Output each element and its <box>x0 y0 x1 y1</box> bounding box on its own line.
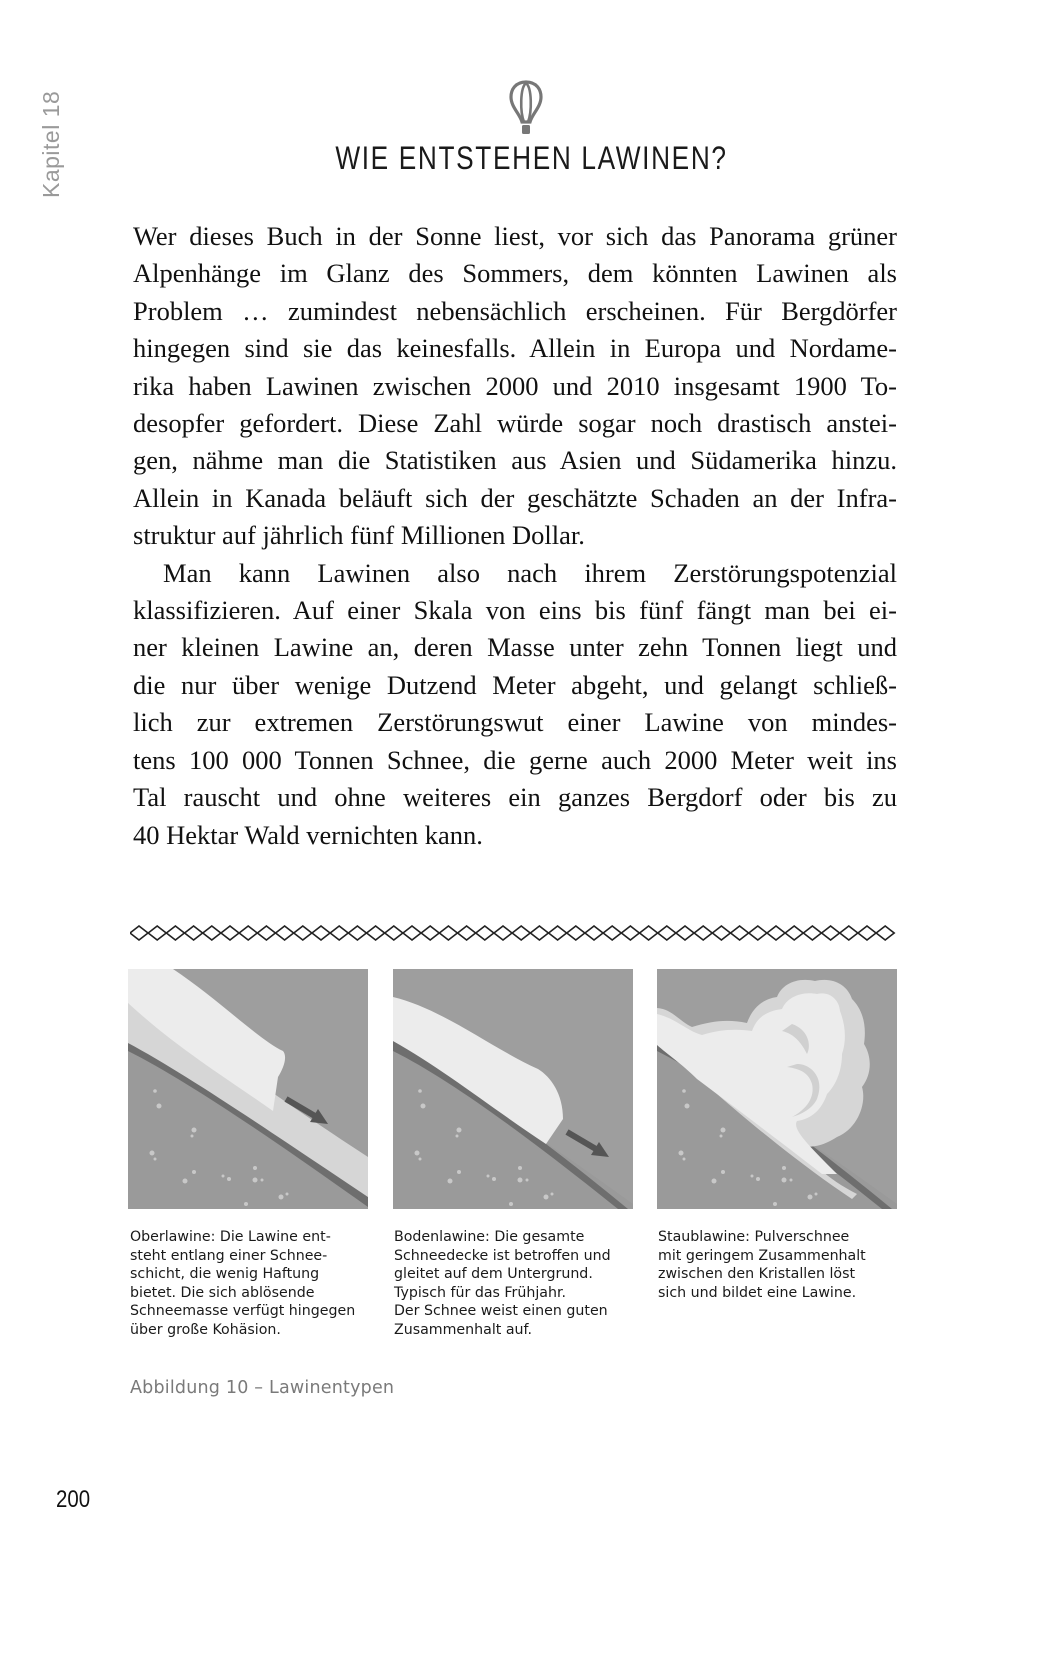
text-line: desopfer gefordert. Diese Zahl würde sogar noch drastisch anstei- <box>133 408 897 439</box>
diamond-ornament <box>876 926 894 940</box>
caption-line: zwischen den Kristallen löst <box>658 1266 856 1283</box>
caption-line: schicht, die wenig Haftung <box>130 1266 320 1283</box>
caption-line: Staublawine: Pulverschnee <box>658 1229 850 1245</box>
diamond-ornament <box>421 926 439 940</box>
diamond-ornament <box>712 926 730 940</box>
paragraph-2 <box>133 555 897 854</box>
diamond-ornament <box>185 926 203 940</box>
diamond-ornament <box>658 926 676 940</box>
text-line: hingegen sind sie das keinesfalls. Allein in Europa und Nordame- <box>133 333 897 364</box>
caption-line: Schneedecke ist betroffen und <box>394 1247 611 1264</box>
diamond-ornament <box>294 926 312 940</box>
caption-line: steht entlang einer Schnee- <box>130 1247 328 1264</box>
text-line: Problem … zumindest nebensächlich erscheinen. Für Bergdörfer <box>133 295 897 326</box>
diamond-ornament <box>858 926 876 940</box>
text-line: struktur auf jährlich fünf Millionen Dollar. <box>133 520 585 551</box>
text-line: gen, nähme man die Statistiken aus Asien und Südamerika hinzu. <box>133 445 897 476</box>
diamond-ornament <box>840 926 858 940</box>
text-line: 40 Hektar Wald vernichten kann. <box>133 819 483 850</box>
diamond-ornament <box>621 926 639 940</box>
diamond-ornament <box>203 926 221 940</box>
diamond-ornament <box>694 926 712 940</box>
diamond-ornament <box>676 926 694 940</box>
caption-line: mit geringem Zusammenhalt <box>658 1247 866 1264</box>
diamond-ornament <box>512 926 530 940</box>
diamond-ornament <box>367 926 385 940</box>
text-line: ner kleinen Lawine an, deren Masse unter zehn Tonnen liegt und <box>133 632 897 663</box>
caption-line: Schneemasse verfügt hingegen <box>130 1303 356 1320</box>
body-text <box>133 218 897 854</box>
caption-line: Typisch für das Frühjahr. <box>394 1284 567 1301</box>
diamond-ornament <box>494 926 512 940</box>
figure-title: Abbildung 10 – Lawinentypen <box>130 1378 395 1398</box>
caption-line: gleitet auf dem Untergrund. <box>394 1266 593 1283</box>
diamond-ornament <box>567 926 585 940</box>
diamond-ornament <box>785 926 803 940</box>
diamond-ornament <box>530 926 548 940</box>
diamond-ornament <box>585 926 603 940</box>
diamond-ornament <box>767 926 785 940</box>
figure-oberlawine <box>128 969 368 1209</box>
caption-line: Bodenlawine: Die gesamte <box>394 1229 585 1245</box>
caption-line: sich und bildet eine Lawine. <box>658 1284 857 1301</box>
diamond-ornament <box>312 926 330 940</box>
page-title: WIE ENTSTEHEN LAWINEN? <box>335 140 728 176</box>
diamond-ornament <box>439 926 457 940</box>
diamond-ornament <box>403 926 421 940</box>
chapter-label: Kapitel 18 <box>38 90 64 198</box>
text-line: Wer dieses Buch in der Sonne liest, vor sich das Panorama grüner <box>133 221 897 251</box>
text-line: klassifizieren. Auf einer Skala von eins bis fünf fängt man bei ei- <box>133 595 897 626</box>
diamond-ornament <box>257 926 275 940</box>
figure-caption-staublawine <box>658 1228 918 1302</box>
diamond-ornament <box>749 926 767 940</box>
caption-line: Der Schnee weist einen guten <box>394 1303 608 1320</box>
diamond-ornament <box>148 926 166 940</box>
text-line: Allein in Kanada beläuft sich der geschätzte Schaden an der Infra- <box>133 482 897 513</box>
text-line: Man kann Lawinen also nach ihrem Zerstörungspotenzial <box>163 557 897 588</box>
diamond-ornament <box>385 926 403 940</box>
paragraph-1 <box>133 218 897 555</box>
hot-air-balloon-icon <box>509 80 543 136</box>
diamond-ornament <box>549 926 567 940</box>
diamond-ornament <box>239 926 257 940</box>
diamond-ornament <box>130 926 148 940</box>
diamond-ornament <box>166 926 184 940</box>
figure-caption-bodenlawine <box>394 1228 654 1340</box>
text-line: die nur über wenige Dutzend Meter abgeht, und gelangt schließ- <box>133 669 897 700</box>
caption-line: über große Kohäsion. <box>130 1321 281 1338</box>
caption-line: Zusammenhalt auf. <box>394 1321 533 1338</box>
diamond-ornament <box>803 926 821 940</box>
figure-staublawine <box>657 969 897 1209</box>
text-line: Alpenhänge im Glanz des Sommers, dem könnten Lawinen als <box>133 258 897 289</box>
diamond-ornament <box>476 926 494 940</box>
diamond-ornament <box>348 926 366 940</box>
diamond-ornament <box>731 926 749 940</box>
diamond-ornament <box>603 926 621 940</box>
caption-line: bietet. Die sich ablösende <box>130 1284 315 1301</box>
diamond-ornament <box>458 926 476 940</box>
text-line: lich zur extremen Zerstörungswut einer Lawine von mindes- <box>133 707 897 738</box>
text-line: rika haben Lawinen zwischen 2000 und 2010 insgesamt 1900 To- <box>133 370 897 401</box>
diamond-divider <box>130 925 900 941</box>
text-line: tens 100 000 Tonnen Schnee, die gerne auch 2000 Meter weit ins <box>133 744 897 775</box>
diamond-ornament <box>330 926 348 940</box>
diamond-ornament <box>640 926 658 940</box>
figure-caption-oberlawine <box>130 1228 390 1340</box>
diamond-ornament <box>822 926 840 940</box>
figure-bodenlawine <box>393 969 633 1209</box>
diamond-ornament <box>276 926 294 940</box>
diamond-ornament <box>221 926 239 940</box>
caption-line: Oberlawine: Die Lawine ent- <box>130 1229 331 1245</box>
text-line: Tal rauscht und ohne weiteres ein ganzes Bergdorf oder bis zu <box>133 782 897 813</box>
page-number: 200 <box>56 1486 91 1513</box>
